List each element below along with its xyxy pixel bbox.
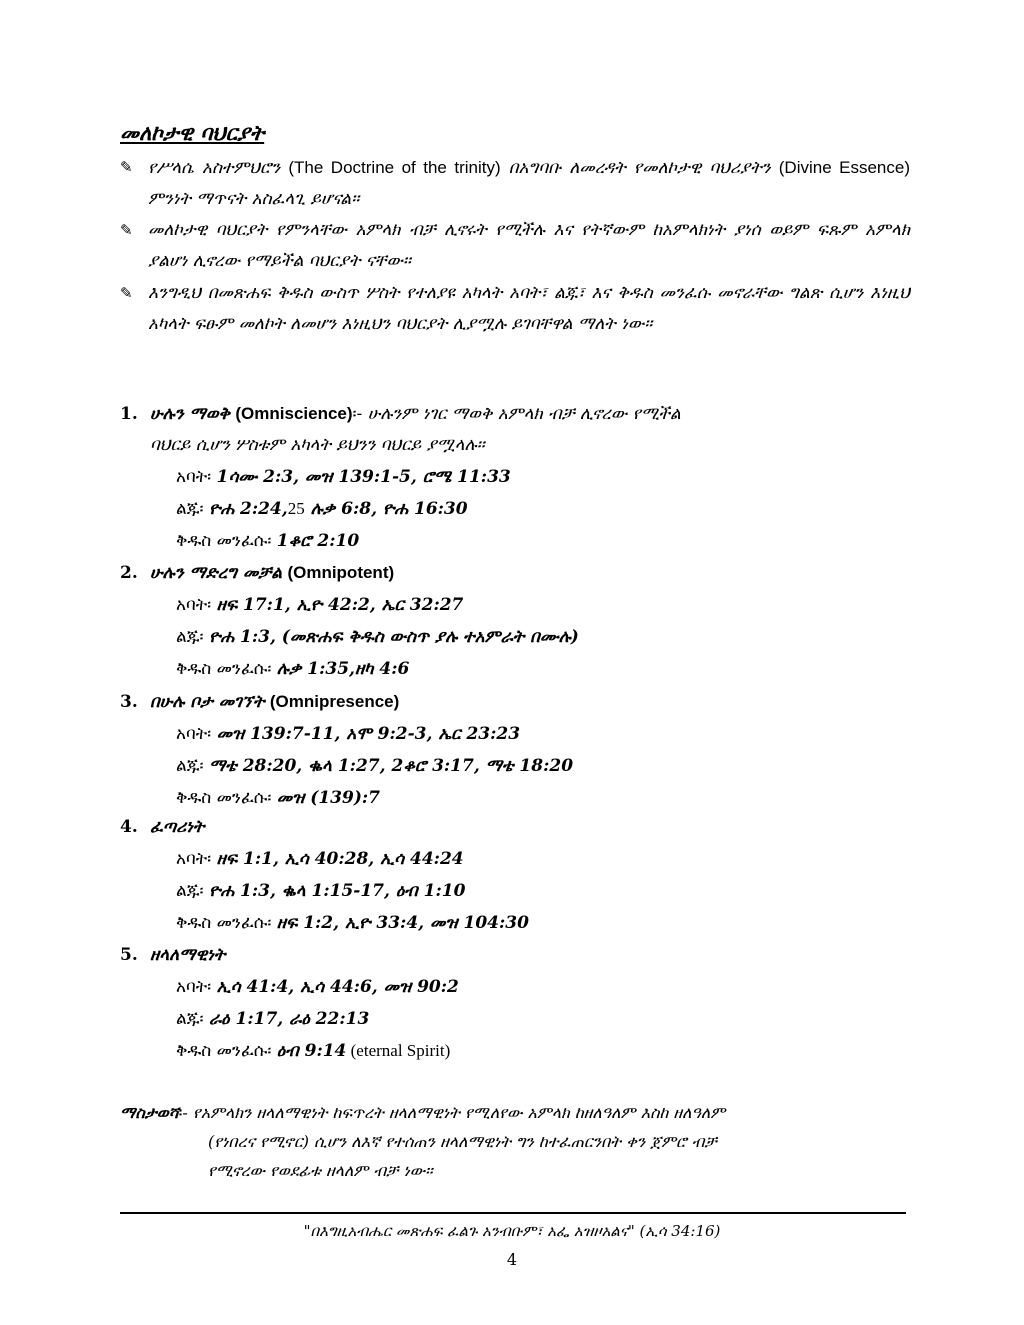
attribute-number: 5. <box>120 945 138 965</box>
reference-list <box>176 843 910 939</box>
reference-holy-spirit <box>176 907 910 939</box>
reference-father <box>176 589 910 621</box>
reference-plain: (eternal Spirit) <box>346 1041 451 1060</box>
reference-text: ዕብ 9:14 <box>276 1041 347 1061</box>
reference-son <box>176 875 910 907</box>
reference-label: ልጁ፡ <box>176 756 204 776</box>
reference-label: ልጁ፡ <box>176 881 204 901</box>
note-line-2: (የነበረና የሚኖር) ሲሆን ለእኛ የተሰጠን ዘላለማዊነት ግን ከተፈጠርንበት ቀን ጀምሮ ብቻ <box>208 1132 717 1151</box>
reference-label: ልጁ፡ <box>176 499 204 519</box>
attribute-latin-name: (Omnipotent) <box>287 563 395 582</box>
note-line-1: የአምላክን ዘላለማዊነት ከፍጥረት ዘላለማዊነት የሚለየው አምላክ ከዘለዓለም እስከ ዘለዓለም <box>187 1103 726 1122</box>
reference-text: ራዕ 1:17, ራዕ 22:13 <box>208 1009 370 1029</box>
reference-text: መዝ (139):7 <box>276 788 380 808</box>
reference-holy-spirit <box>176 1035 910 1067</box>
bullet-text: መለኮታዊ ባህርያት የምንላቸው አምላክ ብቻ ሊኖሩት የሚችሉ እና የትኛውም ከአምላክነት ያነሰ ወይም ፍጹም አምላክ ያልሆነ ሊኖረው የማይችል ባህርያት ናቸው፡፡ <box>148 220 910 271</box>
reference-label: አባት፡ <box>176 977 212 997</box>
reference-text: ዮሐ 1:3, (መጽሐፍ ቅዱስ ውስጥ ያሉ ተአምራት በሙሉ) <box>208 627 579 647</box>
attribute-name: ሁሉን ማድረግ መቻል <box>150 563 283 583</box>
attribute-name: ሁሉን ማወቅ <box>150 404 230 424</box>
pencil-bullet-icon: ✎ <box>120 221 133 239</box>
attribute-number: 4. <box>120 817 138 837</box>
reference-list <box>176 718 910 814</box>
attribute-2 <box>120 557 910 685</box>
reference-text: ዘፍ 1:1, ኢሳ 40:28, ኢሳ 44:24 <box>216 849 464 869</box>
attribute-3 <box>120 686 910 814</box>
reference-son <box>176 493 910 525</box>
reference-text: 1ሳሙ 2:3, መዝ 139:1-5, ሮሜ 11:33 <box>216 467 511 487</box>
reference-label: አባት፡ <box>176 724 212 744</box>
footer-divider <box>120 1212 906 1214</box>
reference-label: አባት፡ <box>176 467 212 487</box>
attribute-name: በሁሉ ቦታ መገኘት <box>150 692 265 712</box>
reference-holy-spirit <box>176 525 910 557</box>
reference-holy-spirit <box>176 782 910 814</box>
attribute-number: 1. <box>120 404 138 424</box>
attribute-number: 2. <box>120 563 138 583</box>
intro-bullet-2 <box>120 215 910 277</box>
attribute-name: ፈጣሪነት <box>150 817 205 837</box>
intro-bullet-1 <box>120 152 910 215</box>
page-title: መለኮታዊ ባህርያት <box>120 120 265 145</box>
reference-text: ኢሳ 41:4, ኢሳ 44:6, መዝ 90:2 <box>216 977 459 997</box>
reference-list <box>176 971 910 1067</box>
reference-label: ልጁ፡ <box>176 627 204 647</box>
reference-son <box>176 621 910 653</box>
reference-label: ቅዱስ መንፈሱ፡ <box>176 1041 272 1061</box>
attribute-separator: ፡- <box>352 404 363 424</box>
bullet-latin: (Divine Essence) <box>778 158 910 177</box>
reference-label: አባት፡ <box>176 849 212 869</box>
reference-label: ቅዱስ መንፈሱ፡ <box>176 659 272 679</box>
footer-quote: "በእግዚአብሔር መጽሐፍ ፈልጉ አንብቡም፣ አፌ አዝዞአልና" (ኢሳ 34:16) <box>303 1222 721 1240</box>
attribute-name: ዘላለማዊነት <box>150 945 226 965</box>
reference-text: 1ቆሮ 2:10 <box>276 531 360 551</box>
attribute-description-cont: ባህርይ ሲሆን ሦስቱም አካላት ይህንን ባህርይ ያሟላሉ፡፡ <box>150 435 485 455</box>
reference-label: ልጁ፡ <box>176 1009 204 1029</box>
reference-text: ሉቃ 1:35,ዘካ 4:6 <box>276 659 410 679</box>
note-line-3: የሚኖረው የወደፊቱ ዘላለም ብቻ ነው፡፡ <box>208 1161 433 1180</box>
bullet-text: በአግባቡ ለመረዳት የመለኮታዊ ባህሪያትን <box>500 158 779 178</box>
note-heading: ማስታወሻ <box>120 1103 179 1122</box>
bullet-text: እንግዲህ በመጽሐፍ ቅዱስ ውስጥ ሦስት የተለያዩ አካላት አባት፣ ልጁ፣ እና ቅዱስ መንፈሱ መኖራቸው ግልጽ ሲሆን እነዚህ አካላት ፍፁም መለኮት ለመሆን እነዚህን ባህርያት ሊያሟሉ ይገባቸዋል ማለት ነው፡፡ <box>148 283 910 334</box>
attribute-latin-name: (Omniscience) <box>235 404 353 423</box>
reference-label: ቅዱስ መንፈሱ፡ <box>176 788 272 808</box>
pencil-bullet-icon: ✎ <box>120 158 133 176</box>
reference-label: አባት፡ <box>176 595 212 615</box>
reference-text: ማቴ 28:20, ቈላ 1:27, 2ቆሮ 3:17, ማቴ 18:20 <box>208 756 574 776</box>
reference-list <box>176 461 910 557</box>
reference-list <box>176 589 910 685</box>
reference-son <box>176 1003 910 1035</box>
reference-father <box>176 718 910 750</box>
reference-holy-spirit <box>176 653 910 685</box>
intro-bullet-3 <box>120 278 910 340</box>
reference-father <box>176 971 910 1003</box>
attribute-5 <box>120 940 910 1067</box>
note-block <box>120 1098 910 1185</box>
reference-plain: 25 <box>287 499 305 518</box>
bullet-text: የሥላሴ አስተምህሮን <box>148 158 289 178</box>
page-number: 4 <box>506 1250 518 1269</box>
reference-text: ዮሐ 2:24, <box>208 499 288 519</box>
bullet-latin: (The Doctrine of the trinity) <box>288 158 501 177</box>
attribute-description: ሁሉንም ነገር ማወቅ አምላክ ብቻ ሊኖረው የሚችል <box>362 404 681 424</box>
attribute-number: 3. <box>120 692 138 712</box>
attribute-1 <box>120 398 910 557</box>
attribute-4 <box>120 812 910 939</box>
reference-text: ዮሐ 1:3, ቈላ 1:15-17, ዕብ 1:10 <box>208 881 466 901</box>
bullet-text: ምንነት ማጥናት አስፈላጊ ይሆናል፡፡ <box>148 189 360 209</box>
attribute-latin-name: (Omnipresence) <box>269 692 400 711</box>
note-separator: ፡- <box>178 1103 188 1122</box>
pencil-bullet-icon: ✎ <box>120 284 133 302</box>
reference-text: ዘፍ 1:2, ኢዮ 33:4, መዝ 104:30 <box>276 913 529 933</box>
reference-text: መዝ 139:7-11, አሞ 9:2-3, ኤር 23:23 <box>216 724 521 744</box>
reference-father <box>176 461 910 493</box>
reference-label: ቅዱስ መንፈሱ፡ <box>176 531 272 551</box>
reference-text: ሉቃ 6:8, ዮሐ 16:30 <box>304 499 468 519</box>
reference-father <box>176 843 910 875</box>
reference-text: ዘፍ 17:1, ኢዮ 42:2, ኤር 32:27 <box>216 595 464 615</box>
reference-label: ቅዱስ መንፈሱ፡ <box>176 913 272 933</box>
reference-son <box>176 750 910 782</box>
